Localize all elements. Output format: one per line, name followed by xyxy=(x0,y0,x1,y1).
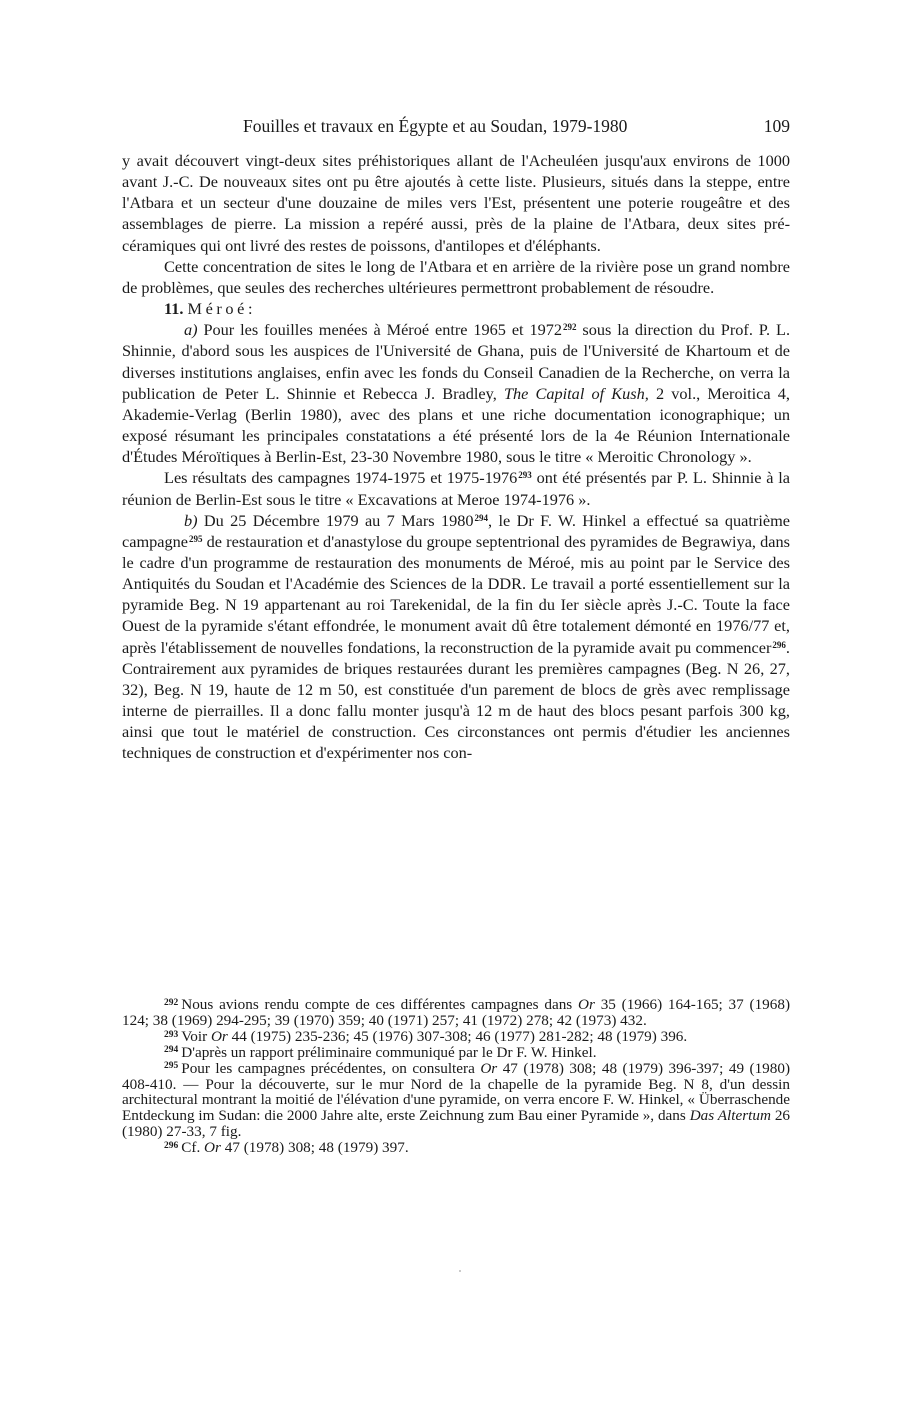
item-text: , le Dr F. W. Hinkel a effectué sa quatrième campagne xyxy=(122,510,790,551)
paragraph-item-b xyxy=(122,510,790,764)
running-head xyxy=(0,114,790,138)
footnote-number: 295 xyxy=(164,1061,179,1072)
item-text: Pour les fouilles menées à Méroé entre 1965 et 1972 xyxy=(203,320,563,340)
journal-title: Das Altertum xyxy=(689,1107,771,1125)
item-text: . Contrairement aux pyramides de briques restaurées durant les premières campagnes (Beg. N 26, 27, 32), Beg. N 19, haute de 12 m 50, est constituée d'un parement de blocs de grès avec remplissage interne de pierrailles. Il a donc fallu monter jusqu'à 12 m de haut des blocs pesant parfois 300 kg, ainsi que tout le matériel de construction. Ces circonstances ont permis d'étudier les anciennes techniques de construction et d'expérimenter nos con- xyxy=(122,637,790,763)
item-text: Du 25 Décembre 1979 au 7 Mars 1980 xyxy=(203,510,474,530)
footnote-text: Voir xyxy=(181,1027,208,1045)
scan-speck xyxy=(459,1270,461,1272)
footnote xyxy=(122,997,790,1029)
footnote-number: 294 xyxy=(164,1045,179,1056)
footnote-reference[interactable]: 292 xyxy=(563,322,577,333)
footnote-text: D'après un rapport préliminaire communiqué par le Dr F. W. Hinkel. xyxy=(181,1043,597,1061)
footnotes xyxy=(122,997,790,1156)
footnote-number: 296 xyxy=(164,1140,179,1151)
item-text: sous la direction du Prof. P. L. Shinnie, d'abord sous les auspices de l'Université de Ghana, puis de l'Université de Khartoum et de diverses institutions anglaises, enfin avec les fonds du Conseil Canadien de la Recherche, on verra la publication de Peter L. Shinnie et Rebecca J. Bradley, xyxy=(122,320,791,403)
footnote-text: Pour les campagnes précédentes, on consultera xyxy=(181,1059,475,1077)
footnote-reference[interactable]: 296 xyxy=(772,639,786,650)
item-text: 2 vol., Meroitica 4, Akademie-Verlag (Berlin 1980), avec des plans et une riche documentation iconographique; un exposé résumant les principales constatations a été présenté lors de la 4e Réunion Internationale d'Études Méroïtiques à Berlin-Est, 23-30 Novembre 1980, sous le titre « Meroitic Chronology ». xyxy=(122,383,790,467)
paragraph: Cette concentration de sites le long de l'Atbara et en arrière de la rivière pose un grand nombre de problèmes, que seules des recherches ultérieures permettront probablement de résoudre. xyxy=(122,256,790,297)
footnote-text: Nous avions rendu compte de ces différentes campagnes dans xyxy=(181,996,573,1013)
journal-abbreviation: Or xyxy=(480,1059,498,1077)
journal-abbreviation: Or xyxy=(204,1139,221,1157)
paragraph-continuation: y avait découvert vingt-deux sites préhistoriques allant de l'Acheuléen jusqu'aux environs de 1000 avant J.-C. De nouveaux sites ont pu être ajoutés à cette liste. Plusieurs, situés dans la steppe, entre l'Atbara et un secteur d'une douzaine de miles vers l'Est, présentent une poterie rougeâtre et des assemblages de pierre. La mission a repéré aussi, près de la plaine de l'Atbara, deux sites pré-céramiques qui ont livré des restes de poissons, d'antilopes et d'éléphants. xyxy=(122,151,790,255)
item-label: b) xyxy=(184,510,198,530)
footnote-reference[interactable]: 293 xyxy=(518,470,532,481)
footnote xyxy=(122,1061,790,1141)
paragraph-text: ont été présentés par P. L. Shinnie à la réunion de Berlin-Est sous le titre « Excavations at Meroe 1974-1976 ». xyxy=(122,468,790,509)
main-text xyxy=(122,150,790,764)
section-heading xyxy=(122,298,790,319)
footnote xyxy=(122,1140,790,1156)
paragraph-item-a xyxy=(122,319,790,467)
section-number: 11. xyxy=(164,299,184,319)
footnote xyxy=(122,1045,790,1061)
paragraph xyxy=(122,467,790,509)
page-number: 109 xyxy=(763,116,790,136)
running-title: Fouilles et travaux en Égypte et au Soudan, 1979-1980 xyxy=(243,116,628,136)
footnote-number: 292 xyxy=(164,997,179,1008)
footnote-text: 35 (1966) 164-165; 37 (1968) 124; 38 (1969) 294-295; 39 (1970) 359; 40 (1971) 257; 41 (1972) 278; 42 (1973) 432. xyxy=(122,996,791,1029)
footnote-reference[interactable]: 294 xyxy=(474,512,489,523)
footnote-text: 26 (1980) 27-33, 7 fig. xyxy=(122,1107,791,1141)
journal-abbreviation: Or xyxy=(578,996,595,1013)
footnote-reference[interactable]: 295 xyxy=(189,533,203,544)
item-label: a) xyxy=(184,320,198,340)
item-text: de restauration et d'anastylose du groupe septentrional des pyramides de Begrawiya, dans le cadre d'un programme de restauration des monuments de Méroé, mis au point par le Service des Antiquités du Soudan et l'Académie des Sciences de la DDR. Le travail a porté essentiellement sur la pyramide Beg. N 19 appartenant au roi Tarekenidal, de la fin du Ier siècle après J.-C. Toute la face Ouest de la pyramide s'étant effondrée, le monument avait dû être totalement démonté en 1976/77 et, après l'établissement de nouvelles fondations, la reconstruction de la pyramide avait pu commencer xyxy=(122,531,790,657)
footnote-text: 47 (1978) 308; 48 (1979) 397. xyxy=(224,1139,409,1157)
paragraph-text: Les résultats des campagnes 1974-1975 et 1975-1976 xyxy=(164,468,518,488)
section-title: Méroé: xyxy=(187,299,257,319)
footnote-number: 293 xyxy=(164,1029,179,1040)
footnote xyxy=(122,1029,790,1045)
journal-abbreviation: Or xyxy=(210,1027,228,1045)
footnote-text: 47 (1978) 308; 48 (1979) 396-397; 49 (1980) 408-410. — Pour la découverte, sur le mur Nord de la chapelle de la pyramide Beg. N 8, d'un dessin architectural montrant la moitié de l'élévation d'une pyramide, on verra encore F. W. Hinkel, « Überraschende Entdeckung im Sudan: die 2000 Jahre alte, erste Zeichnung zum Bau einer Pyramide », dans xyxy=(122,1059,791,1125)
footnote-text: Cf. xyxy=(181,1139,201,1157)
footnote-text: 44 (1975) 235-236; 45 (1976) 307-308; 46 (1977) 281-282; 48 (1979) 396. xyxy=(231,1027,688,1045)
book-title: The Capital of Kush, xyxy=(503,383,649,403)
